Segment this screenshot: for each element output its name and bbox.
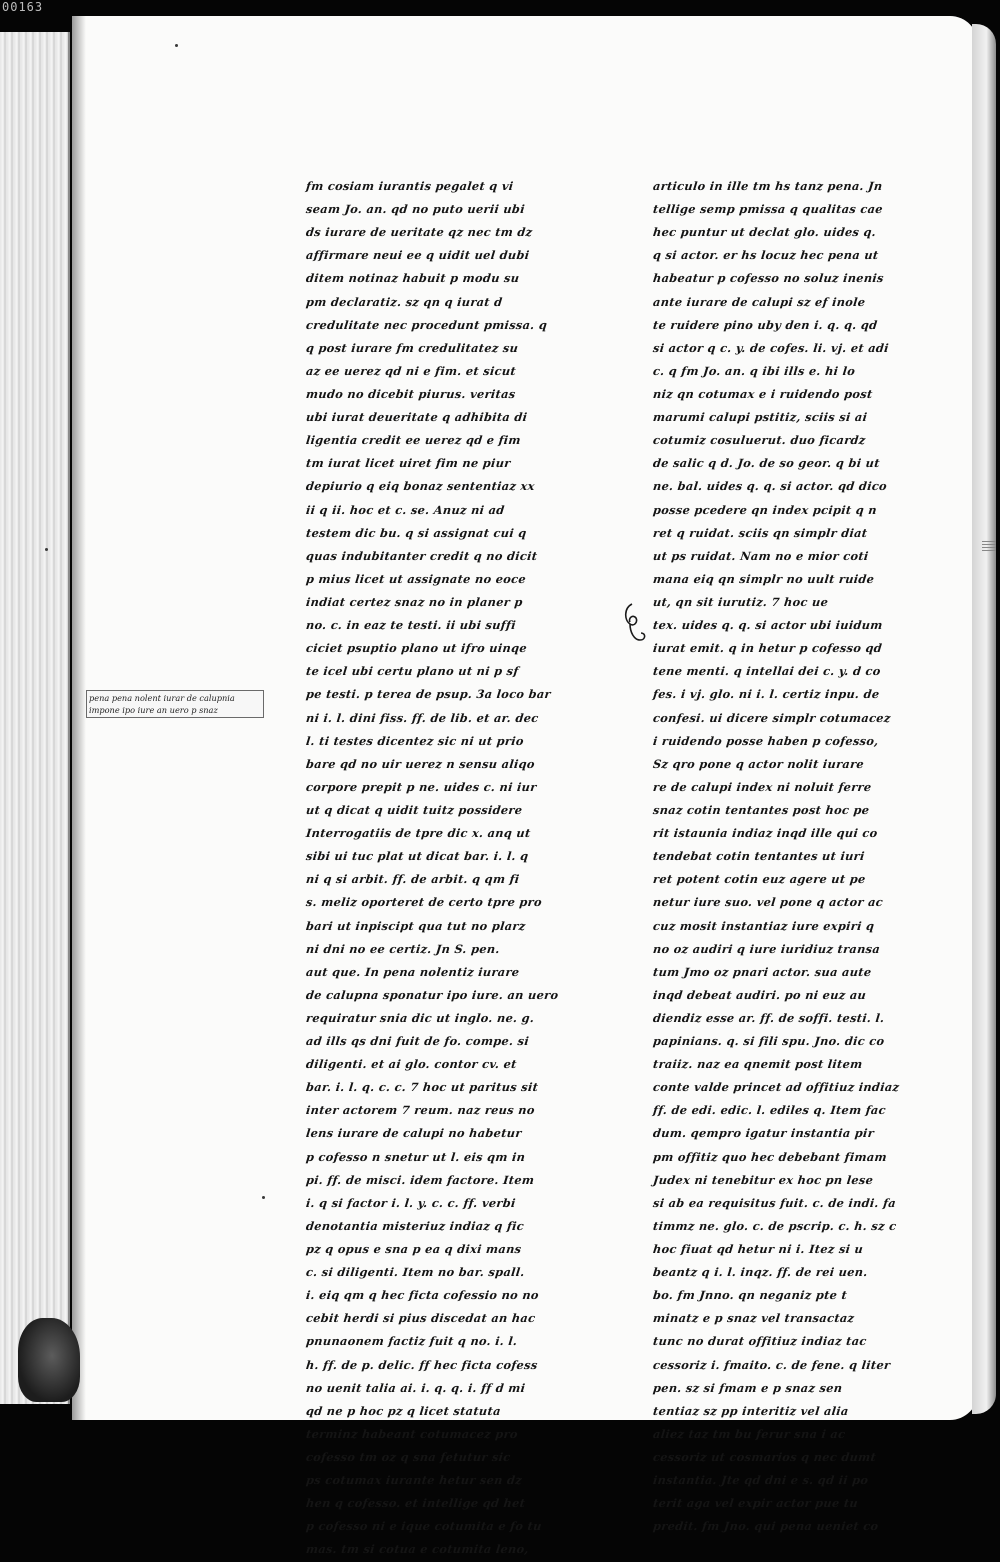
text-line: q si actor. er hs locuz hec pena ut: [652, 248, 880, 263]
text-line: bari ut inpiscipt qua tut no plarz: [305, 918, 527, 933]
text-line: inter actorem 7 reum. naz reus no: [305, 1103, 536, 1118]
text-line: affirmare neui ee q uidit uel dubi: [305, 248, 531, 263]
text-line: fm cosiam iurantis pegalet q vi: [305, 179, 515, 193]
text-line: predit. fm Jno. qui pena ueniet co: [652, 1519, 880, 1534]
ink-speck: [262, 1196, 265, 1199]
text-line: cuz mosit instantiaz iure expiri q: [652, 918, 876, 933]
gutter-shadow: [72, 16, 86, 1420]
text-line: no uenit talia ai. i. q. q. i. ff d mi: [305, 1380, 527, 1395]
text-line: articulo in ille tm hs tanz pena. Jn: [652, 179, 884, 193]
text-line: qd ne p hoc pz q licet statuta: [305, 1403, 502, 1418]
text-line: cofesso tm oz q sna fetutur sic: [305, 1450, 512, 1465]
text-line: ditem notinaz habuit p modu su: [305, 271, 521, 286]
text-line: terit aga vel expir actor pue tu: [652, 1496, 859, 1511]
text-line: credulitate nec procedunt pmissa. q: [305, 317, 548, 332]
text-line: c. q fm Jo. an. q ibi ills e. hi lo: [652, 363, 856, 378]
text-line: pi. ff. de misci. idem factore. Item: [305, 1172, 536, 1187]
text-line: ff. de edi. edic. l. ediles q. Item fac: [652, 1103, 887, 1118]
text-line: pm offitiz quo hec debebant fimam: [652, 1149, 888, 1164]
text-line: inqd debeat audiri. po ni euz au: [652, 987, 867, 1002]
text-line: no oz audiri q iure iuridiuz transa: [652, 941, 881, 956]
text-line: netur iure suo. vel pone q actor ac: [652, 895, 884, 910]
text-line: ds iurare de ueritate qz nec tm dz: [305, 225, 534, 240]
text-line: cessoriz ut cosmarios q nec dumt: [652, 1450, 877, 1465]
text-line: i. eiq qm q hec ficta cofessio no no: [305, 1288, 540, 1303]
text-line: Judex ni tenebitur ex hoc pn lese: [652, 1172, 874, 1187]
text-line: tendebat cotin tentantes ut iuri: [652, 849, 866, 864]
text-column-left: [305, 175, 560, 1562]
text-line: ne. bal. uides q. q. si actor. qd dico: [652, 479, 888, 494]
text-line: pnunaonem factiz fuit q no. i. l.: [305, 1334, 519, 1349]
text-line: q post iurare fm credulitatez su: [305, 340, 520, 355]
text-line: cessoriz i. fmaito. c. de fene. q liter: [652, 1357, 892, 1372]
text-line: i. q si factor i. l. y. c. c. ff. verbi: [305, 1195, 517, 1210]
text-line: aliez taz tm bu ferur sna i ac: [652, 1426, 847, 1441]
text-line: p cofesso ni e ique cotumita e fo tu: [305, 1519, 543, 1534]
text-line: snaz cotin tentantes post hoc pe: [652, 802, 871, 817]
text-line: te ruidere pino uby den i. q. q. qd: [652, 317, 879, 332]
scan-frame-number: 00163: [2, 0, 44, 14]
marginal-note: [86, 690, 264, 718]
text-line: depiurio q eiq bonaz sententiaz xx: [305, 479, 536, 494]
text-line: ret q ruidat. sciis qn simplr diat: [652, 525, 869, 540]
text-line: testem dic bu. q si assignat cui q: [305, 525, 528, 540]
text-line: bar. i. l. q. c. c. 7 hoc ut paritus sit: [305, 1080, 539, 1095]
text-line: si ab ea requisitus fuit. c. de indi. fa: [652, 1195, 897, 1210]
text-line: tex. uides q. q. si actor ubi iuidum: [652, 618, 884, 633]
text-line: si actor q c. y. de cofes. li. vj. et adi: [652, 340, 890, 355]
text-line: bo. fm Jnno. qn neganiz pte t: [652, 1288, 848, 1303]
text-line: niz qn cotumax e i ruidendo post: [652, 386, 874, 401]
text-line: ubi iurat deueritate q adhibita di: [305, 410, 529, 425]
text-line: rit istaunia indiaz inqd ille qui co: [652, 826, 879, 841]
text-line: quas indubitanter credit q no dicit: [305, 548, 539, 563]
text-line: indiat certez snaz no in planer p: [305, 594, 524, 609]
text-line: i ruidendo posse haben p cofesso,: [652, 733, 880, 748]
text-line: beantz q i. l. inqz. ff. de rei uen.: [652, 1265, 869, 1280]
text-line: minatz e p snaz vel transactaz: [652, 1311, 856, 1326]
text-line: marumi calupi pstitiz, sciis si ai: [652, 410, 868, 425]
text-line: ut, qn sit iurutiz. 7 hoc ue: [652, 594, 829, 609]
text-line: re de calupi index ni noluit ferre: [652, 779, 873, 794]
text-line: mudo no dicebit piurus. veritas: [305, 386, 517, 401]
text-line: tunc no durat offitiuz indiaz tac: [652, 1334, 868, 1349]
text-line: az ee uerez qd ni e fim. et sicut: [305, 363, 517, 378]
text-line: sibi ui tuc plat ut dicat bar. i. l. q: [305, 849, 530, 864]
text-line: seam Jo. an. qd no puto uerii ubi: [305, 202, 526, 217]
text-line: mana eiq qn simplr no uult ruide: [652, 571, 876, 586]
text-line: posse pcedere qn index pcipit q n: [652, 502, 878, 517]
text-line: hoc fiuat qd hetur ni i. Itez si u: [652, 1242, 864, 1257]
text-line: diligenti. et ai glo. contor cv. et: [305, 1057, 518, 1072]
text-line: pz q opus e sna p ea q dixi mans: [305, 1242, 523, 1257]
text-line: de salic q d. Jo. de so geor. q bi ut: [652, 456, 881, 471]
text-line: cotumiz cosuluerut. duo ficardz: [652, 433, 867, 448]
book-page-edges: [0, 32, 70, 1404]
text-line: ligentia credit ee uerez qd e fim: [305, 433, 522, 448]
text-line: tm iurat licet uiret fim ne piur: [305, 456, 512, 471]
text-line: tum Jmo oz pnari actor. sua aute: [652, 964, 873, 979]
text-line: terminz habeant cotumacez pro: [305, 1426, 519, 1441]
text-line: cebit herdi si pius discedat an hac: [305, 1311, 537, 1326]
holding-thumb: [18, 1318, 80, 1402]
text-line: ni i. l. dini fiss. ff. de lib. et ar. dec: [305, 710, 540, 725]
ink-speck: [45, 548, 48, 551]
text-line: diendiz esse ar. ff. de soffi. testi. l.: [652, 1010, 886, 1025]
text-line: lens iurare de calupi no habetur: [305, 1126, 523, 1141]
text-line: pen. sz si fmam e p snaz sen: [652, 1380, 844, 1395]
page-fore-edge: [972, 24, 996, 1414]
text-line: iurat emit. q in hetur p cofesso qd: [652, 641, 883, 656]
text-line: timmz ne. glo. c. de pscrip. c. h. sz c: [652, 1218, 898, 1233]
text-line: traiiz. naz ea qnemit post litem: [652, 1057, 864, 1072]
text-line: pm declaratiz. sz qn q iurat d: [305, 294, 504, 309]
text-line: pe testi. p terea de psup. 3a loco bar: [305, 687, 552, 702]
text-line: tene menti. q intellai dei c. y. d co: [652, 664, 882, 679]
text-line: Interrogatiis de tpre dic x. anq ut: [305, 826, 532, 841]
text-line: corpore prepit p ne. uides c. ni iur: [305, 779, 538, 794]
text-line: requiratur snia dic ut inglo. ne. g.: [305, 1010, 535, 1025]
text-line: tentiaz sz pp interitiz vel alia: [652, 1403, 850, 1418]
text-line: fes. i vj. glo. ni i. l. certiz inpu. de: [652, 687, 881, 702]
marginal-note-line: pena pena nolent iurar de calupnia: [89, 693, 235, 703]
text-line: mas. tm si cotua e cotumita leno,: [305, 1542, 530, 1557]
text-line: tellige semp pmissa q qualitas cae: [652, 202, 884, 217]
text-column-right: [652, 175, 901, 1538]
text-line: Sz qro pone q actor nolit iurare: [652, 756, 865, 771]
text-line: ii q ii. hoc et c. se. Anuz ni ad: [305, 502, 506, 517]
text-line: instantia. Jte qd dni e s. qd ii po: [652, 1473, 870, 1488]
fore-edge-tab: [982, 541, 996, 551]
ink-speck: [175, 44, 178, 47]
text-line: bare qd no uir uerez n sensu aliqo: [305, 756, 536, 771]
marginal-note-line: impone ipo iure an uero p snaz: [89, 705, 218, 715]
text-line: ut q dicat q uidit tuitz possidere: [305, 802, 524, 817]
text-line: ni q si arbit. ff. de arbit. q qm fi: [305, 872, 521, 887]
paragraph-mark-icon: [620, 600, 650, 645]
text-line: ante iurare de calupi sz ef inole: [652, 294, 867, 309]
text-line: papinians. q. si fili spu. Jno. dic co: [652, 1034, 886, 1049]
text-line: ni dni no ee certiz. Jn S. pen.: [305, 941, 501, 956]
text-line: ciciet psuptio plano ut ifro uinqe: [305, 641, 528, 656]
text-line: no. c. in eaz te testi. ii ubi suffi: [305, 618, 517, 633]
text-line: conte valde princet ad offitiuz indiaz: [652, 1080, 901, 1095]
text-line: ut ps ruidat. Nam no e mior coti: [652, 548, 870, 563]
text-line: aut que. In pena nolentiz iurare: [305, 964, 521, 979]
text-line: c. si diligenti. Item no bar. spall.: [305, 1265, 526, 1280]
text-line: hec puntur ut declat glo. uides q.: [652, 225, 877, 240]
text-line: p mius licet ut assignate no eoce: [305, 571, 527, 586]
text-line: habeatur p cofesso no soluz inenis: [652, 271, 885, 286]
text-line: hen q cofesso. et intellige qd het: [305, 1496, 526, 1511]
text-line: h. ff. de p. delic. ff hec ficta cofess: [305, 1357, 539, 1372]
text-line: ret potent cotin euz agere ut pe: [652, 872, 867, 887]
text-line: confesi. ui dicere simplr cotumacez: [652, 710, 892, 725]
text-line: p cofesso n snetur ut l. eis qm in: [305, 1149, 527, 1164]
text-line: ad ills qs dni fuit de fo. compe. si: [305, 1034, 530, 1049]
text-line: ps cotumax iurante hetur sen dz: [305, 1473, 523, 1488]
text-line: l. ti testes dicentez sic ni ut prio: [305, 733, 525, 748]
text-line: de calupna sponatur ipo iure. an uero: [305, 987, 560, 1002]
text-line: s. meliz oporteret de certo tpre pro: [305, 895, 543, 910]
text-line: denotantia misteriuz indiaz q fic: [305, 1218, 525, 1233]
text-line: te icel ubi certu plano ut ni p sf: [305, 664, 520, 679]
text-line: dum. qempro igatur instantia pir: [652, 1126, 875, 1141]
